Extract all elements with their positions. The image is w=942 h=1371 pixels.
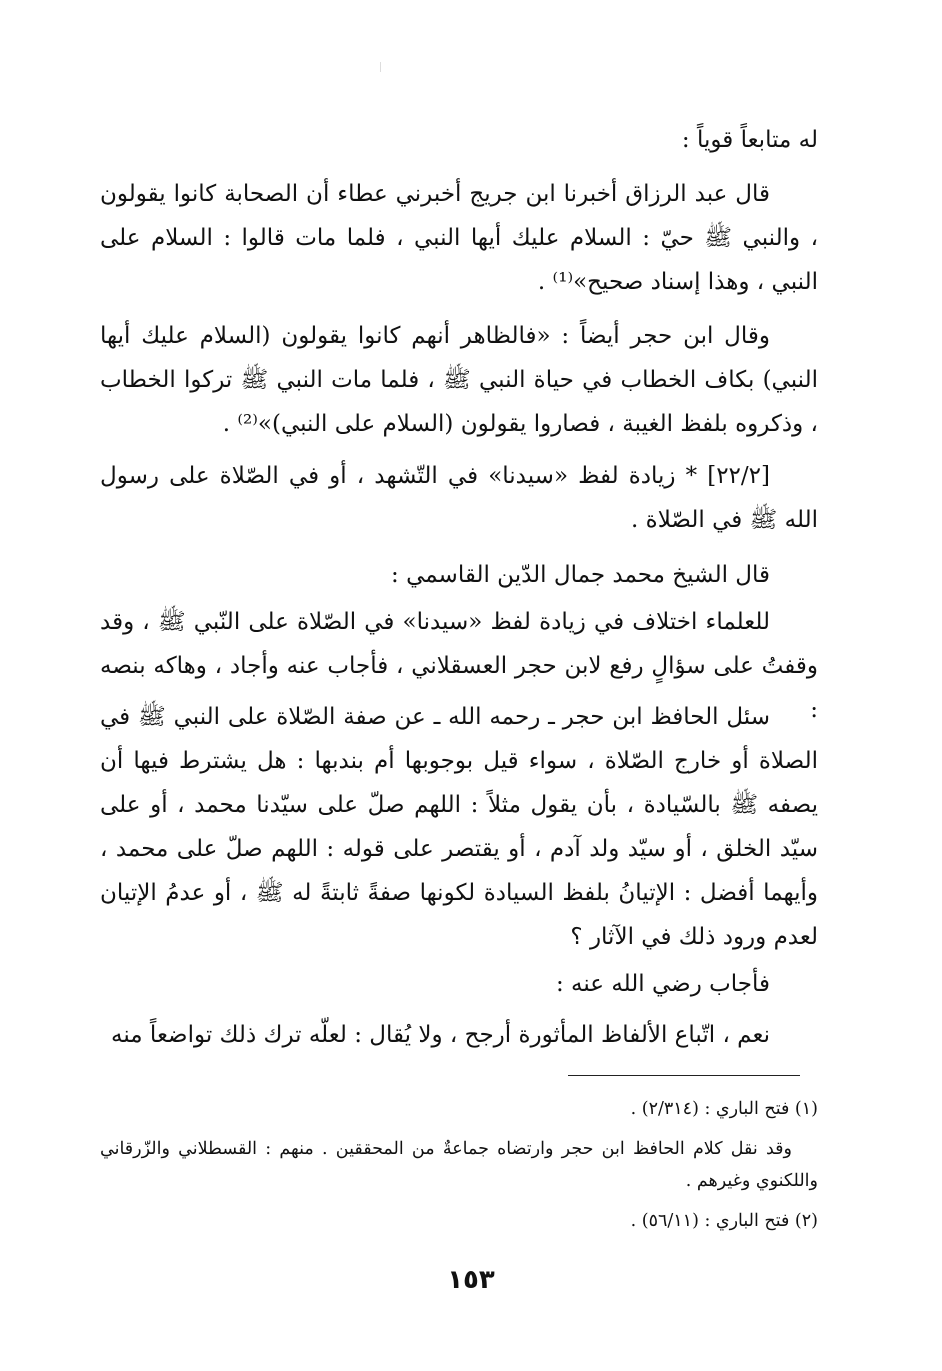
paragraph-answer bbox=[100, 1013, 818, 1057]
paragraph-abdulrazzaq bbox=[100, 172, 818, 304]
scan-mark bbox=[380, 62, 381, 72]
paragraph-text: للعلماء اختلاف في زيادة لفظ «سيدنا» في الصّلاة على النّبي ﷺ ، وقد وقفتُ على سؤالٍ رفع لابن حجر العسقلاني ، فأجاب عنه وأجاد ، وهاكه بنصه : bbox=[100, 609, 818, 723]
paragraph-text: فأجاب رضي الله عنه : bbox=[555, 971, 770, 997]
paragraph-text: سئل الحافظ ابن حجر ـ رحمه الله ـ عن صفة الصّلاة على النبي ﷺ في الصلاة أو خارج الصّلاة ، سواء قيل بوجوبها أم بندبها : هل يشترط فيها أن يصفه ﷺ بالسّيادة ، بأن يقول مثلاً : اللهم صلّ على سيّدنا محمد ، أو على سيّد الخلق ، أو سيّد ولد آدم ، أو يقتصر على قوله : اللهم صلّ على محمد ، وأيهما أفضل : الإتيانُ بلفظ السيادة لكونها صفةً ثابتةً له ﷺ ، أو عدمُ الإتيان لعدم ورود ذلك في الآثار ؟ bbox=[100, 704, 818, 950]
footnote-1: (١) فتح الباري : (٢/٣١٤) . bbox=[630, 1099, 818, 1119]
paragraph-text: نعم ، اتّباع الألفاظ المأثورة أرجح ، ولا يُقال : لعلّه ترك ذلك تواضعاً منه bbox=[111, 1022, 770, 1048]
footnote-1-continuation: وقد نقل كلام الحافظ ابن حجر وارتضاه جماعةٌ من المحققين . منهم : القسطلاني والزّرقاني واللكنوي وغيرهم . bbox=[100, 1139, 818, 1191]
section-heading bbox=[100, 454, 818, 542]
footnotes bbox=[100, 1093, 818, 1245]
footnote-divider bbox=[568, 1075, 800, 1076]
footnote-2: (٢) فتح الباري : (٥٦/١١) . bbox=[630, 1211, 818, 1231]
paragraph-qasimi-intro bbox=[100, 553, 818, 597]
section-heading-text: [٢٢/٢] * زيادة لفظ «سيدنا» في التّشهد ، أو في الصّلاة على رسول الله ﷺ في الصّلاة . bbox=[100, 463, 818, 533]
paragraph-text: قال عبد الرزاق أخبرنا ابن جريج أخبرني عطاء أن الصحابة كانوا يقولون ، والنبي ﷺ حيّ : السلام عليك أيها النبي ، فلما مات قالوا : السلام على النبي ، وهذا إسناد صحيح»⁽¹⁾ . bbox=[100, 181, 818, 295]
continuation-line bbox=[100, 118, 818, 162]
paragraph-answer-intro bbox=[100, 962, 818, 1006]
paragraph-text: قال الشيخ محمد جمال الدّين القاسمي : bbox=[391, 562, 770, 588]
paragraph-ibn-hajar bbox=[100, 314, 818, 446]
continuation-text: له متابعاً قوياً : bbox=[681, 127, 818, 153]
paragraph-text: وقال ابن حجر أيضاً : «فالظاهر أنهم كانوا يقولون (السلام عليك أيها النبي) بكاف الخطاب في حياة النبي ﷺ ، فلما مات النبي ﷺ تركوا الخطاب ، وذكروه بلفظ الغيبة ، فصاروا يقولون (السلام على النبي)»⁽²⁾ . bbox=[100, 323, 818, 437]
paragraph-question bbox=[100, 695, 818, 959]
page-number: ١٥٣ bbox=[447, 1265, 495, 1295]
